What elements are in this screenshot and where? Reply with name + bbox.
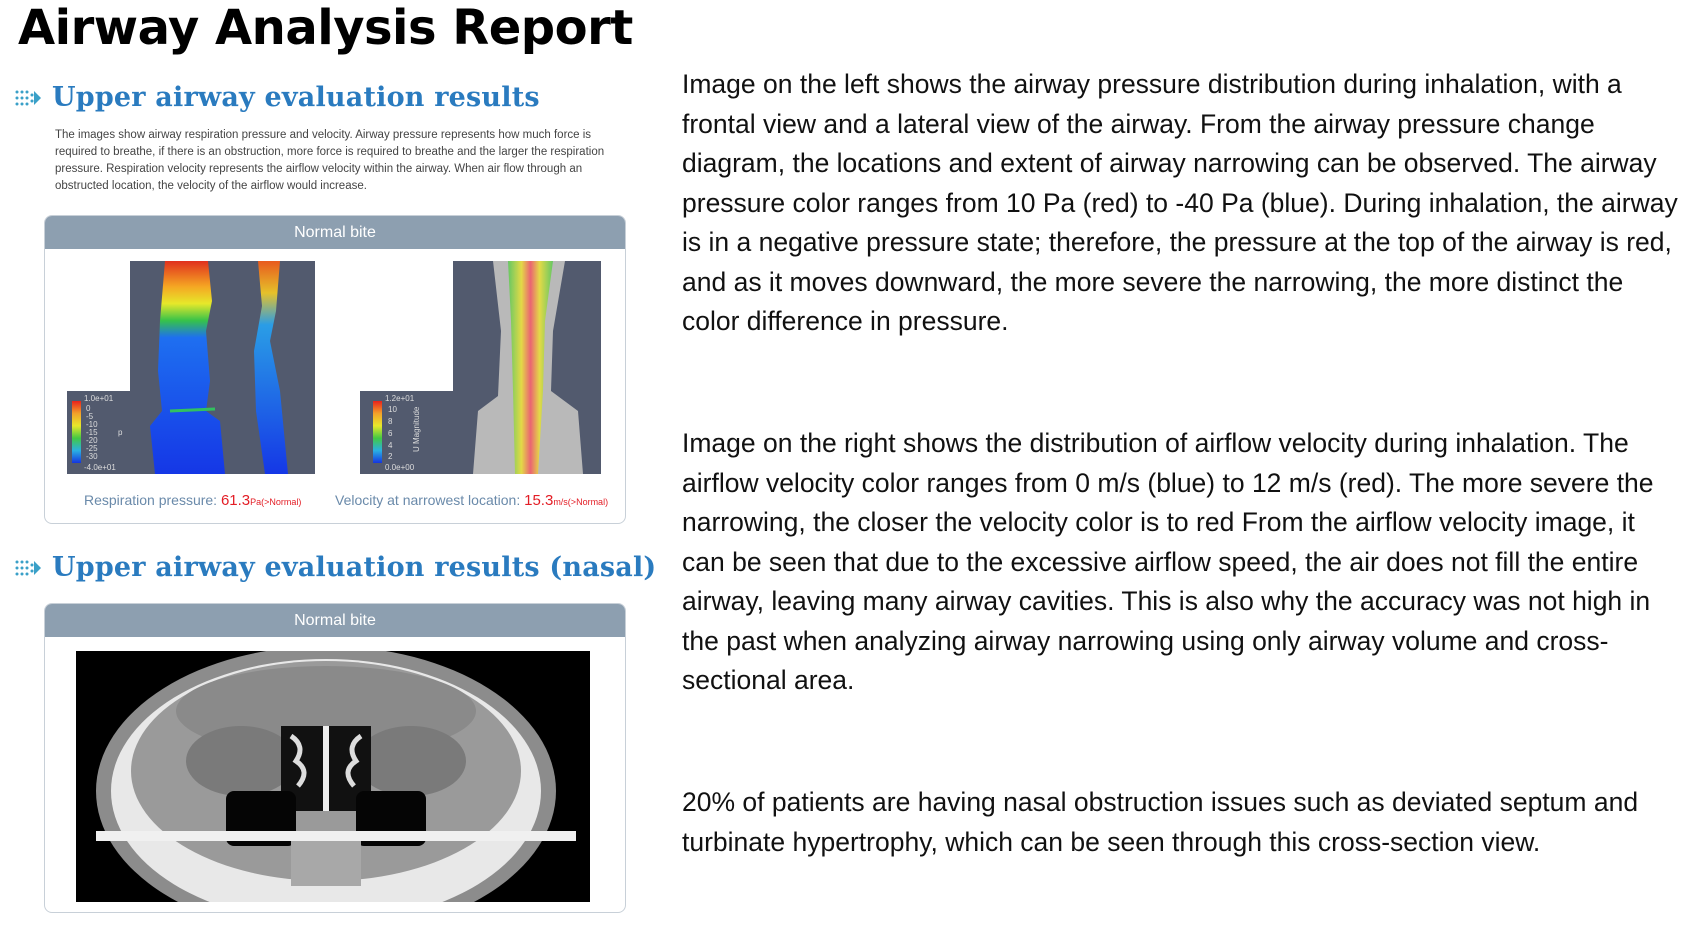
pressure-legend-max: 1.0e+01 (84, 394, 114, 403)
airflow-arrow-icon (14, 557, 42, 579)
velocity-legend-tick: 2 (388, 452, 393, 461)
airflow-arrow-icon (14, 87, 42, 109)
velocity-legend-tick: 8 (388, 417, 393, 426)
pressure-airway-render (130, 261, 315, 474)
pressure-legend-min: -4.0e+01 (84, 463, 116, 472)
pressure-legend-tick: -30 (86, 452, 98, 461)
pressure-legend-tick: -20 (86, 436, 98, 445)
paragraph-velocity: Image on the right shows the distribution of airflow velocity during inhalation. The airflow velocity color ranges from 0 m/s (blue) to 12 m/s (red). The more severe the narrowing, the closer the velocity color is to red From the airflow velocity image, it can be seen that due to the excessive airflow speed, the air does not fill the entire airway, leaving many airway cavities. This is also why the accuracy was not high in the past when analyzing airway narrowing using only airway volume and cross-sectional area. (682, 428, 1654, 695)
pressure-legend-tick: -25 (86, 444, 98, 453)
section-heading-upper-airway (14, 82, 540, 113)
velocity-stat-label: Velocity at narrowest location: (335, 492, 521, 508)
paragraph-nasal: 20% of patients are having nasal obstruction issues such as deviated septum and turbinate hypertrophy, which can be seen through this cross-section view. (682, 787, 1639, 857)
section-heading-text: Upper airway evaluation results (52, 82, 540, 113)
report-title: Airway Analysis Report (18, 0, 633, 56)
pressure-stat-label: Respiration pressure: (84, 492, 218, 508)
velocity-legend-label: U Magnitude (412, 406, 421, 452)
pressure-color-scale (72, 401, 81, 463)
pressure-legend-tick: 0 (86, 404, 91, 413)
panel-header: Normal bite (45, 604, 625, 637)
pressure-stat-unit: Pa(>Normal) (250, 497, 302, 507)
pressure-stat-value: 61.3 (220, 492, 251, 509)
velocity-airway-render (453, 261, 601, 474)
pressure-legend-tick: -10 (86, 420, 98, 429)
velocity-legend-tick: 4 (388, 441, 393, 450)
pressure-legend-tick: -5 (86, 412, 94, 421)
velocity-stat-unit: m/s(>Normal) (553, 497, 609, 507)
panel-header: Normal bite (45, 216, 625, 249)
velocity-legend-tick: 6 (388, 429, 393, 438)
velocity-legend-min: 0.0e+00 (385, 463, 415, 472)
section-heading-text: Upper airway evaluation results (nasal) (52, 552, 657, 583)
velocity-legend-max: 1.2e+01 (385, 394, 415, 403)
velocity-stat-value: 15.3 (524, 492, 554, 509)
ct-scan-render (76, 651, 590, 902)
velocity-legend-tick: 10 (388, 405, 397, 414)
velocity-stat (335, 492, 608, 509)
section-intro-text: The images show airway respiration pressure and velocity. Airway pressure represents how much force is required to breathe, if there is an obstruction, more force is required to breathe and the larger the respiration pressure. Respiration velocity represents the airflow velocity within the airway. When air flow through an obstructed location, the velocity of the airflow would increase. (55, 129, 605, 192)
pressure-legend-tick: -15 (86, 428, 98, 437)
section-heading-nasal (14, 552, 656, 583)
ct-cross-section-image (76, 651, 590, 902)
paragraph-pressure: Image on the left shows the airway pressure distribution during inhalation, with a frontal view and a lateral view of the airway. From the airway pressure change diagram, the locations and extent of airway narrowing can be observed. The airway pressure color ranges from 10 Pa (red) to -40 Pa (blue). During inhalation, the airway is in a negative pressure state; therefore, the pressure at the top of the airway is red, and as it moves downward, the more severe the narrowing, the more distinct the color difference in pressure. (682, 69, 1678, 336)
pressure-legend-label: p (118, 428, 123, 437)
pressure-stat (84, 492, 301, 509)
velocity-color-scale (373, 401, 382, 463)
